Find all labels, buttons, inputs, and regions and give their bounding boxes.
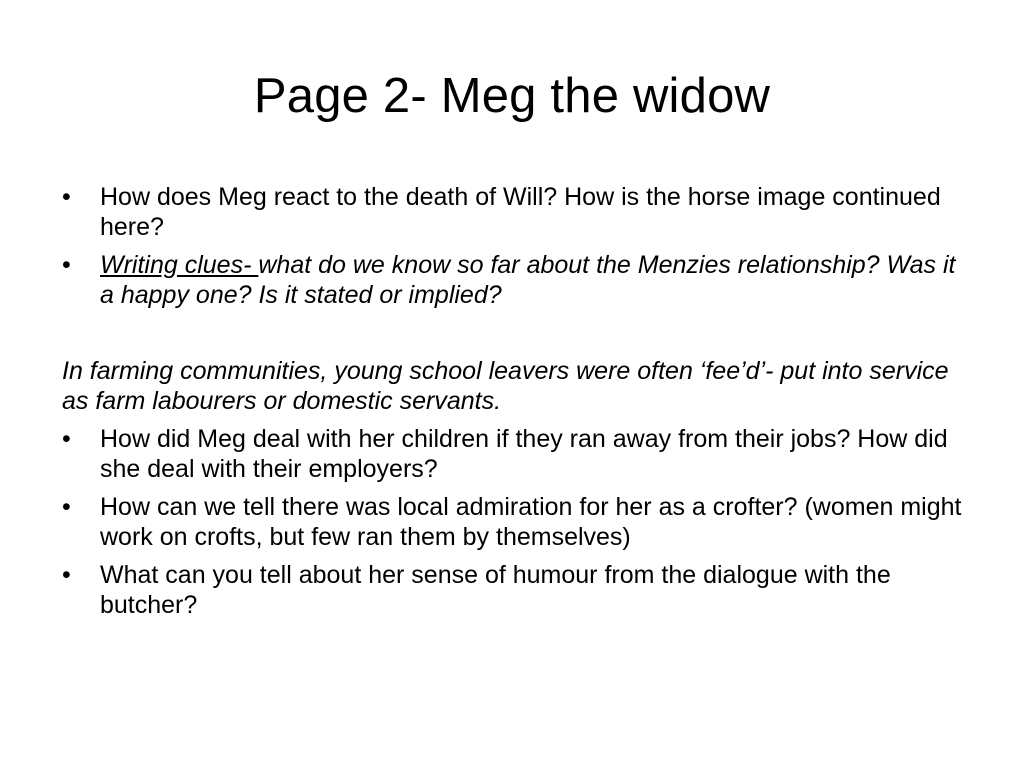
slide-content (62, 182, 962, 628)
context-paragraph: In farming communities, young school leavers were often ‘fee’d’- put into service as farm labourers or domestic servants. (62, 357, 949, 415)
bullet-glyph: • (62, 251, 71, 279)
bullet-item-3 (62, 424, 962, 484)
bullet-text: What can you tell about her sense of humour from the dialogue with the butcher? (100, 561, 891, 619)
bullet-item-4 (62, 492, 962, 552)
bullet-glyph: • (62, 561, 71, 589)
slide-title: Page 2- Meg the widow (253, 69, 771, 123)
bullet-glyph: • (62, 425, 71, 453)
bullet-text: How did Meg deal with her children if they ran away from their jobs? How did she deal with their employers? (100, 425, 948, 483)
bullet-text: what do we know so far about the Menzies relationship? Was it a happy one? Is it stated or implied? (100, 251, 956, 309)
bullet-item-5 (62, 560, 962, 620)
bullet-text: How can we tell there was local admiration for her as a crofter? (women might work on crofts, but few ran them by themselves) (100, 493, 962, 551)
bullet-glyph: • (62, 493, 71, 521)
writing-clues-label: Writing clues- (100, 251, 259, 279)
bullet-text: How does Meg react to the death of Will? How is the horse image continued here? (100, 183, 941, 241)
bullet-item-2 (62, 250, 962, 310)
bullet-item-1 (62, 182, 962, 242)
spacer (62, 318, 962, 356)
bullet-glyph: • (62, 183, 71, 211)
